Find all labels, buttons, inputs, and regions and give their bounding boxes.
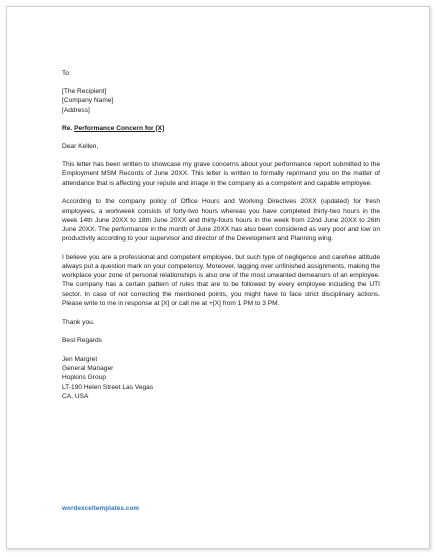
signature-street: LT-190 Helen Street Las Vegas [62,383,154,391]
subject-prefix: Re. [62,124,73,132]
letter-body [62,69,380,401]
recipient-name: [The Recipient] [62,88,107,96]
paragraph-2: According to the company policy of Office Hours and Working Directives 20XX (updated) for fresh employees, a workweek consists of forty-two hours whereas you have completed thirty-two hours in the week 14th June 20XX to 18th June 20XX and thirty-fours hours in the week from 22nd June 20XX to 26th June 20XX. The performance in the month of June 20XX has also been considered as very poor and low on productivity according to your supervisor and director of the Development and Planning wing. [62,198,380,243]
to-label: To [62,70,69,77]
recipient-address: [Address] [62,106,90,114]
website-link[interactable]: wordexceltemplates.com [62,505,140,512]
signature-city: CA, USA [62,392,89,400]
salutation: Dear Kellen, [62,143,99,151]
paragraph-1: This letter has been written to showcase my grave concerns about your performance report submitted to the Employment MSM Records of June 20XX. This letter is written to formally reprimand you on the matter of attendance that is affecting your repute and image in the company as a competent and capable employee. [62,161,380,187]
thanks-line: Thank you. [62,318,95,326]
signature-company: Hopkins Group [62,374,106,382]
subject-line [62,124,380,133]
letter-page [6,6,430,549]
signature-name: Jen Margret [62,355,98,363]
recipient-company: [Company Name] [62,97,114,105]
signature-title: General Manager [62,365,114,373]
subject-text: Performance Concern for [X] [74,124,165,132]
closing-line: Best Regards [62,337,102,345]
paragraph-3: I believe you are a professional and competent employee, but such type of negligence and carefree attitude always put a question mark on your competency. Moreover, lagging over unfinished assignments, making the workplace your zone of personal relationships is also one of the most unwanted demeanors of an employee. The company has a certain pattern of rules that are to be followed by every employee including the UTI sector. In case of not correcting the mentioned points, you might have to face strict disciplinary actions. Please write to me in response at [X] or call me at +[X] from 1 PM to 3 PM. [62,253,381,307]
